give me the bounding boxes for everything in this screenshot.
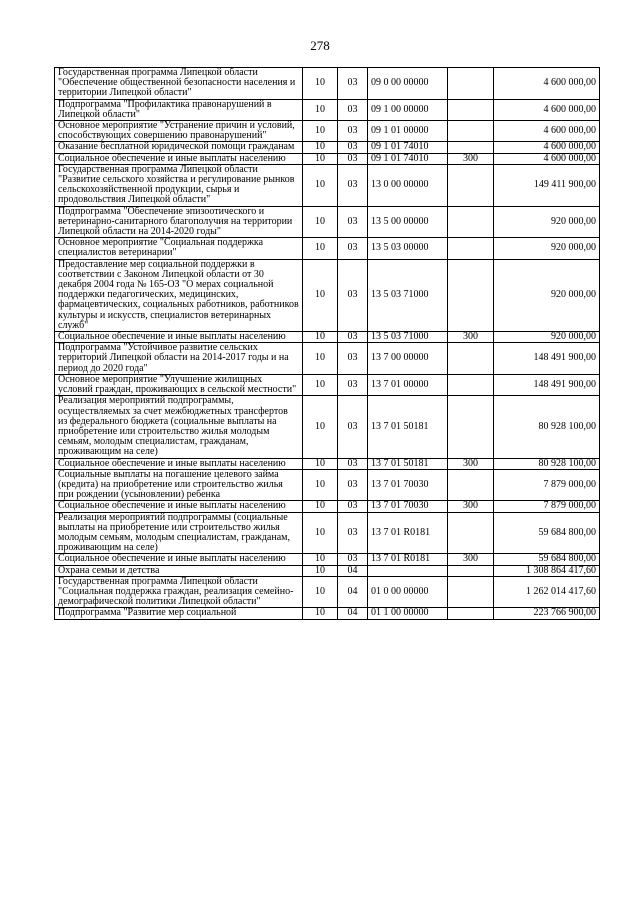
row-name: Социальное обеспечение и иные выплаты населению: [55, 554, 303, 565]
row-section: 10: [303, 501, 338, 512]
row-expense-type: [448, 512, 494, 554]
row-program-code: 09 1 01 74010: [368, 153, 448, 164]
row-subsection: 03: [338, 99, 368, 120]
row-subsection: 03: [338, 238, 368, 259]
row-name: Государственная программа Липецкой области "Обеспечение общественной безопасности населения и территории Липецкой области": [55, 68, 303, 100]
row-sum: 7 879 000,00: [494, 469, 600, 501]
row-expense-type: [448, 164, 494, 206]
row-expense-type: [448, 576, 494, 608]
row-sum: 4 600 000,00: [494, 153, 600, 164]
row-expense-type: [448, 68, 494, 100]
row-section: 10: [303, 458, 338, 469]
row-program-code: 13 5 03 71000: [368, 259, 448, 331]
budget-table: [54, 67, 600, 620]
table-row: [55, 164, 600, 206]
table-row: [55, 153, 600, 164]
row-subsection: 03: [338, 374, 368, 395]
row-expense-type: 300: [448, 458, 494, 469]
row-subsection: 03: [338, 469, 368, 501]
row-name: Социальное обеспечение и иные выплаты населению: [55, 153, 303, 164]
row-section: 10: [303, 164, 338, 206]
row-subsection: 03: [338, 458, 368, 469]
table-row: [55, 68, 600, 100]
row-expense-type: [448, 374, 494, 395]
row-sum: 1 308 864 417,60: [494, 565, 600, 576]
row-expense-type: [448, 469, 494, 501]
row-sum: 7 879 000,00: [494, 501, 600, 512]
table-row: [55, 565, 600, 576]
table-row: [55, 259, 600, 331]
row-name: Социальное обеспечение и иные выплаты населению: [55, 332, 303, 343]
row-program-code: 01 0 00 00000: [368, 576, 448, 608]
row-sum: 4 600 000,00: [494, 121, 600, 142]
row-expense-type: 300: [448, 501, 494, 512]
row-program-code: 01 1 00 00000: [368, 608, 448, 619]
table-row: [55, 501, 600, 512]
row-expense-type: [448, 608, 494, 619]
table-row: [55, 121, 600, 142]
row-program-code: 13 7 01 50181: [368, 458, 448, 469]
row-sum: 223 766 900,00: [494, 608, 600, 619]
row-section: 10: [303, 374, 338, 395]
page-number: 278: [310, 38, 330, 53]
row-section: 10: [303, 99, 338, 120]
row-program-code: 13 7 01 50181: [368, 396, 448, 458]
row-sum: 149 411 900,00: [494, 164, 600, 206]
row-section: 10: [303, 396, 338, 458]
table-row: [55, 512, 600, 554]
row-section: 10: [303, 554, 338, 565]
table-row: [55, 554, 600, 565]
row-sum: 1 262 014 417,60: [494, 576, 600, 608]
table-row: [55, 576, 600, 608]
row-subsection: 03: [338, 343, 368, 375]
row-subsection: 03: [338, 396, 368, 458]
row-expense-type: [448, 121, 494, 142]
row-program-code: 13 0 00 00000: [368, 164, 448, 206]
row-name: Основное мероприятие "Устранение причин и условий, способствующих совершению правонарушений": [55, 121, 303, 142]
row-expense-type: [448, 99, 494, 120]
row-subsection: 04: [338, 608, 368, 619]
row-section: 10: [303, 608, 338, 619]
row-expense-type: [448, 565, 494, 576]
row-name: Государственная программа Липецкой области "Социальная поддержка граждан, реализация семейно-демографической политики Липецкой области": [55, 576, 303, 608]
row-name: Охрана семьи и детства: [55, 565, 303, 576]
row-subsection: 03: [338, 153, 368, 164]
row-sum: 80 928 100,00: [494, 458, 600, 469]
row-program-code: [368, 565, 448, 576]
row-subsection: 03: [338, 259, 368, 331]
row-name: Основное мероприятие "Социальная поддержка специалистов ветеринарии": [55, 238, 303, 259]
row-expense-type: 300: [448, 554, 494, 565]
budget-table-body: [55, 68, 600, 620]
row-program-code: 13 7 01 00000: [368, 374, 448, 395]
table-row: [55, 608, 600, 619]
table-row: [55, 374, 600, 395]
table-row: [55, 469, 600, 501]
row-sum: 59 684 800,00: [494, 512, 600, 554]
row-program-code: 13 7 01 R0181: [368, 554, 448, 565]
row-subsection: 04: [338, 565, 368, 576]
row-name: Подпрограмма "Обеспечение эпизоотического и ветеринарно-санитарного благополучия на территории Липецкой области на 2014-2020 годы": [55, 206, 303, 238]
row-name: Подпрограмма "Профилактика правонарушений в Липецкой области": [55, 99, 303, 120]
row-program-code: 13 5 00 00000: [368, 206, 448, 238]
table-row: [55, 206, 600, 238]
row-expense-type: [448, 343, 494, 375]
row-name: Подпрограмма "Развитие мер социальной: [55, 608, 303, 619]
row-sum: 59 684 800,00: [494, 554, 600, 565]
row-sum: 920 000,00: [494, 238, 600, 259]
row-subsection: 03: [338, 68, 368, 100]
row-section: 10: [303, 153, 338, 164]
row-subsection: 03: [338, 332, 368, 343]
row-name: Реализация мероприятий подпрограммы (социальные выплаты на приобретение или строительство жилья молодым семьям, молодым специалистам, гражданам, проживающим на селе): [55, 512, 303, 554]
row-section: 10: [303, 142, 338, 153]
row-section: 10: [303, 576, 338, 608]
row-section: 10: [303, 343, 338, 375]
row-name: Социальные выплаты на погашение целевого займа (кредита) на приобретение или строительство жилья при рождении (усыновлении) ребенка: [55, 469, 303, 501]
row-program-code: 13 5 03 71000: [368, 332, 448, 343]
row-section: 10: [303, 206, 338, 238]
row-subsection: 03: [338, 206, 368, 238]
row-name: Основное мероприятие "Улучшение жилищных условий граждан, проживающих в сельской местности": [55, 374, 303, 395]
row-subsection: 03: [338, 121, 368, 142]
row-subsection: 03: [338, 164, 368, 206]
row-section: 10: [303, 565, 338, 576]
table-row: [55, 332, 600, 343]
row-name: Социальное обеспечение и иные выплаты населению: [55, 501, 303, 512]
row-name: Предоставление мер социальной поддержки в соответствии с Законом Липецкой области от 30 декабря 2004 года № 165-ОЗ "О мерах социальной поддержки педагогических, медицинских, фармацевтических, социальных работников, работников культуры и искусств, специалистов ветеринарных служб": [55, 259, 303, 331]
table-row: [55, 343, 600, 375]
row-program-code: 09 0 00 00000: [368, 68, 448, 100]
row-expense-type: 300: [448, 332, 494, 343]
row-expense-type: [448, 396, 494, 458]
table-row: [55, 99, 600, 120]
row-program-code: 13 5 03 00000: [368, 238, 448, 259]
row-subsection: 04: [338, 576, 368, 608]
row-expense-type: [448, 206, 494, 238]
row-section: 10: [303, 121, 338, 142]
row-name: Оказание бесплатной юридической помощи гражданам: [55, 142, 303, 153]
row-section: 10: [303, 512, 338, 554]
row-expense-type: [448, 142, 494, 153]
row-expense-type: [448, 259, 494, 331]
row-program-code: 13 7 01 70030: [368, 469, 448, 501]
row-sum: 148 491 900,00: [494, 343, 600, 375]
row-sum: 4 600 000,00: [494, 68, 600, 100]
row-sum: 4 600 000,00: [494, 142, 600, 153]
row-sum: 80 928 100,00: [494, 396, 600, 458]
row-section: 10: [303, 68, 338, 100]
row-name: Подпрограмма "Устойчивое развитие сельских территорий Липецкой области на 2014-2017 годы и на период до 2020 года": [55, 343, 303, 375]
row-program-code: 09 1 00 00000: [368, 99, 448, 120]
row-sum: 920 000,00: [494, 332, 600, 343]
row-section: 10: [303, 332, 338, 343]
row-sum: 920 000,00: [494, 259, 600, 331]
row-program-code: 13 7 00 00000: [368, 343, 448, 375]
row-subsection: 03: [338, 142, 368, 153]
row-subsection: 03: [338, 501, 368, 512]
row-expense-type: [448, 238, 494, 259]
row-sum: 148 491 900,00: [494, 374, 600, 395]
row-name: Реализация мероприятий подпрограммы, осуществляемых за счет межбюджетных трансфертов из федерального бюджета (социальные выплаты на приобретение или строительство жилья молодым семьям, молодым специалистам, гражданам, проживающим на селе): [55, 396, 303, 458]
row-section: 10: [303, 238, 338, 259]
row-name: Государственная программа Липецкой области "Развитие сельского хозяйства и регулирование рынков сельскохозяйственной продукции, сырья и продовольствия Липецкой области": [55, 164, 303, 206]
row-sum: 4 600 000,00: [494, 99, 600, 120]
row-subsection: 03: [338, 512, 368, 554]
table-row: [55, 238, 600, 259]
row-expense-type: 300: [448, 153, 494, 164]
table-row: [55, 396, 600, 458]
row-sum: 920 000,00: [494, 206, 600, 238]
row-program-code: 09 1 01 00000: [368, 121, 448, 142]
row-section: 10: [303, 469, 338, 501]
row-program-code: 13 7 01 70030: [368, 501, 448, 512]
table-row: [55, 142, 600, 153]
table-row: [55, 458, 600, 469]
row-program-code: 09 1 01 74010: [368, 142, 448, 153]
row-name: Социальное обеспечение и иные выплаты населению: [55, 458, 303, 469]
row-program-code: 13 7 01 R0181: [368, 512, 448, 554]
row-subsection: 03: [338, 554, 368, 565]
row-section: 10: [303, 259, 338, 331]
